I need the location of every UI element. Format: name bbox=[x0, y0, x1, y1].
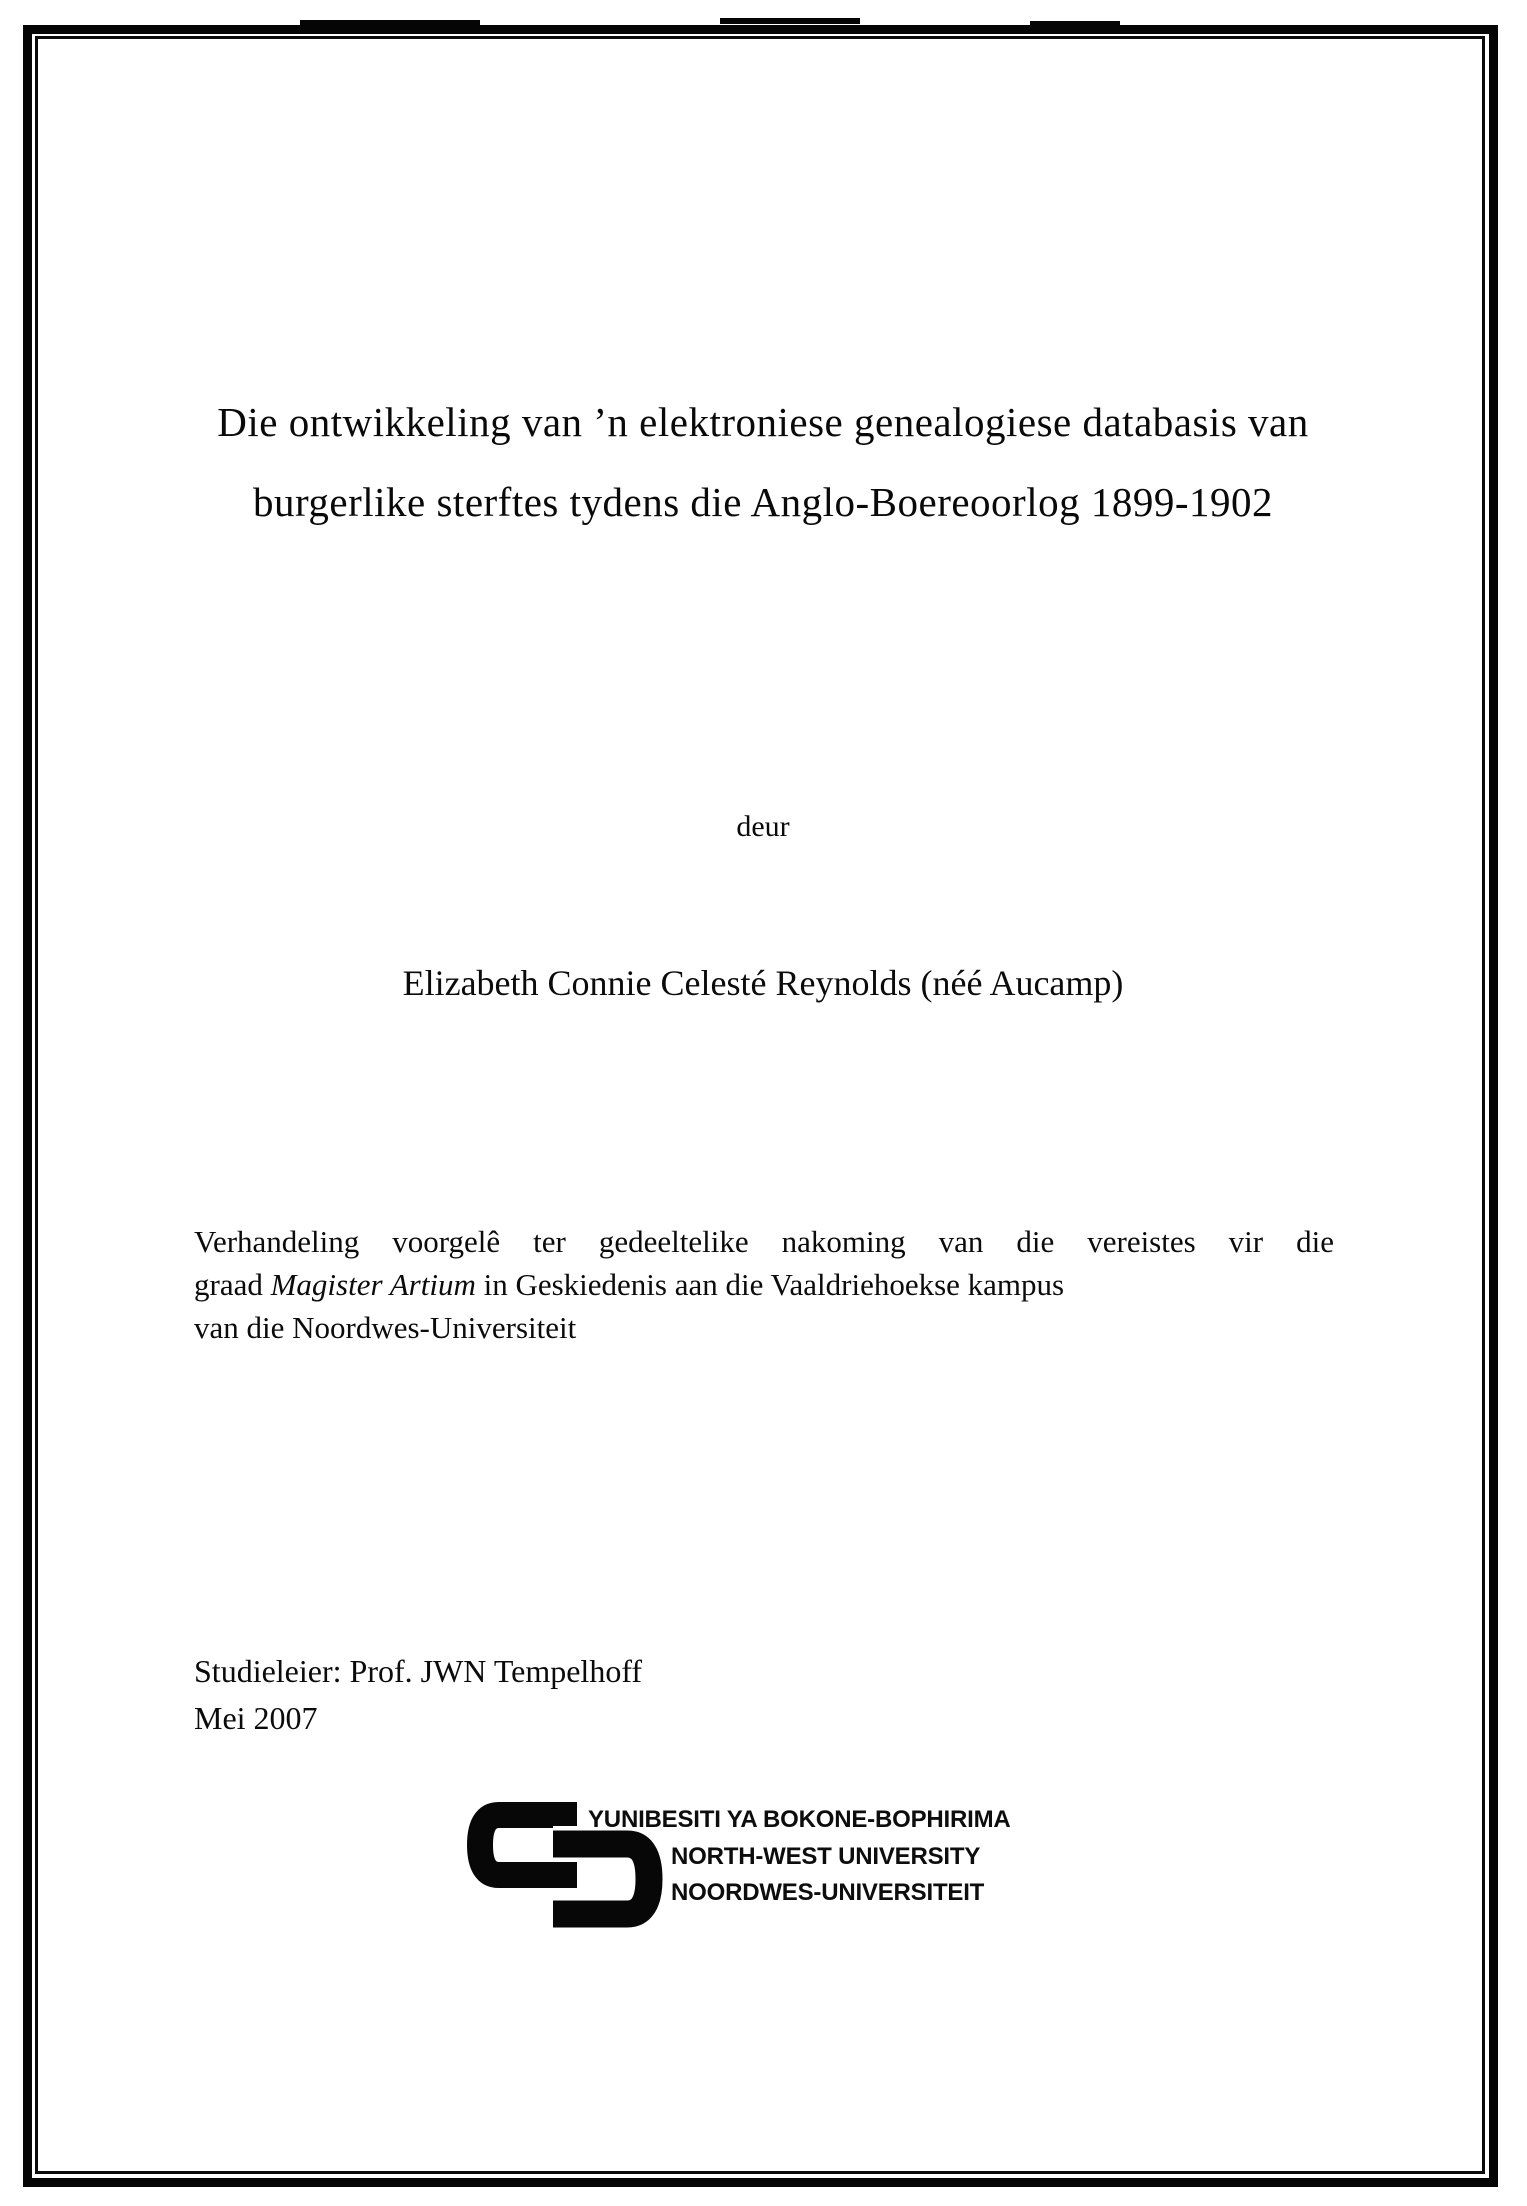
scan-artifact bbox=[720, 18, 860, 24]
degree-description-line-3: van die Noordwes-Universiteit bbox=[194, 1310, 577, 1345]
scan-artifact bbox=[1030, 21, 1120, 26]
supervisor-block bbox=[194, 1648, 642, 1742]
university-wordmark-line-2: NORTH-WEST UNIVERSITY bbox=[671, 1843, 981, 1870]
degree-description-line-1: Verhandeling voorgelê ter gedeeltelike nakoming van die vereistes vir die bbox=[194, 1224, 1334, 1259]
degree-description-line-2-post: in Geskiedenis aan die Vaaldriehoekse kampus bbox=[475, 1267, 1065, 1302]
author-name: Elizabeth Connie Celesté Reynolds (néé Aucamp) bbox=[402, 963, 1124, 1003]
thesis-title-line-1: Die ontwikkeling van ’n elektroniese genealogiese databasis van bbox=[217, 399, 1309, 445]
supervisor-line: Studieleier: Prof. JWN Tempelhoff bbox=[194, 1653, 643, 1689]
date-line: Mei 2007 bbox=[194, 1700, 318, 1736]
degree-description bbox=[194, 1220, 1334, 1349]
university-wordmark-line-1: YUNIBESITI YA BOKONE-BOPHIRIMA bbox=[588, 1806, 1011, 1833]
degree-description-line-2-pre: graad bbox=[194, 1267, 271, 1302]
thesis-title-line-2: burgerlike sterftes tydens die Anglo-Boereoorlog 1899-1902 bbox=[252, 479, 1273, 525]
scan-artifact bbox=[300, 20, 480, 26]
degree-description-line-2 bbox=[194, 1263, 1334, 1306]
degree-name-italic: Magister Artium bbox=[270, 1267, 476, 1302]
byline-label: deur bbox=[736, 810, 790, 843]
university-wordmark-line-3: NOORDWES-UNIVERSITEIT bbox=[671, 1879, 985, 1906]
